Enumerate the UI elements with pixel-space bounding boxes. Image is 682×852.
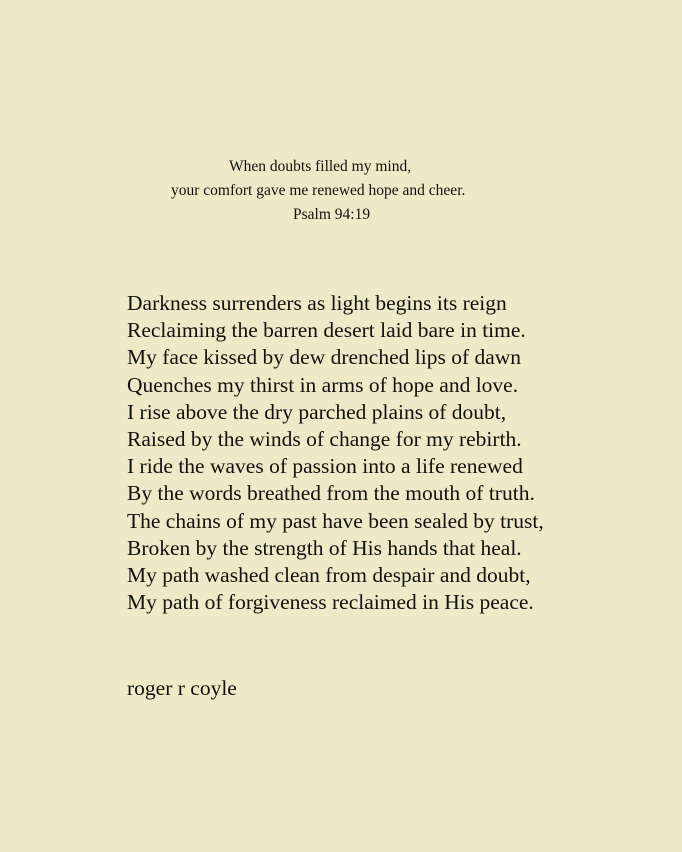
poem-line: I rise above the dry parched plains of doubt,	[127, 399, 507, 424]
poem-line: Raised by the winds of change for my rebirth.	[127, 427, 522, 452]
poem-line: I ride the waves of passion into a life renewed	[127, 454, 523, 479]
author-signature: roger r coyle	[127, 676, 237, 700]
poem-line: My path of forgiveness reclaimed in His peace.	[127, 590, 534, 615]
epigraph	[0, 155, 682, 227]
poem-line: Darkness surrenders as light begins its reign	[127, 291, 507, 315]
poem-line: Broken by the strength of His hands that heal.	[127, 535, 522, 560]
epigraph-line: your comfort gave me renewed hope and cheer.	[171, 182, 466, 199]
poem-line: Reclaiming the barren desert laid bare in time.	[127, 318, 526, 343]
poem-line: My path washed clean from despair and doubt,	[127, 563, 531, 588]
poem-line: The chains of my past have been sealed by trust,	[127, 508, 544, 533]
poem-line: Quenches my thirst in arms of hope and love.	[127, 372, 519, 397]
poem-body	[127, 290, 667, 616]
epigraph-line: When doubts filled my mind,	[229, 158, 412, 175]
poem-line: By the words breathed from the mouth of truth.	[127, 481, 535, 506]
epigraph-citation: Psalm 94:19	[293, 206, 371, 223]
poem-line: My face kissed by dew drenched lips of dawn	[127, 345, 522, 370]
